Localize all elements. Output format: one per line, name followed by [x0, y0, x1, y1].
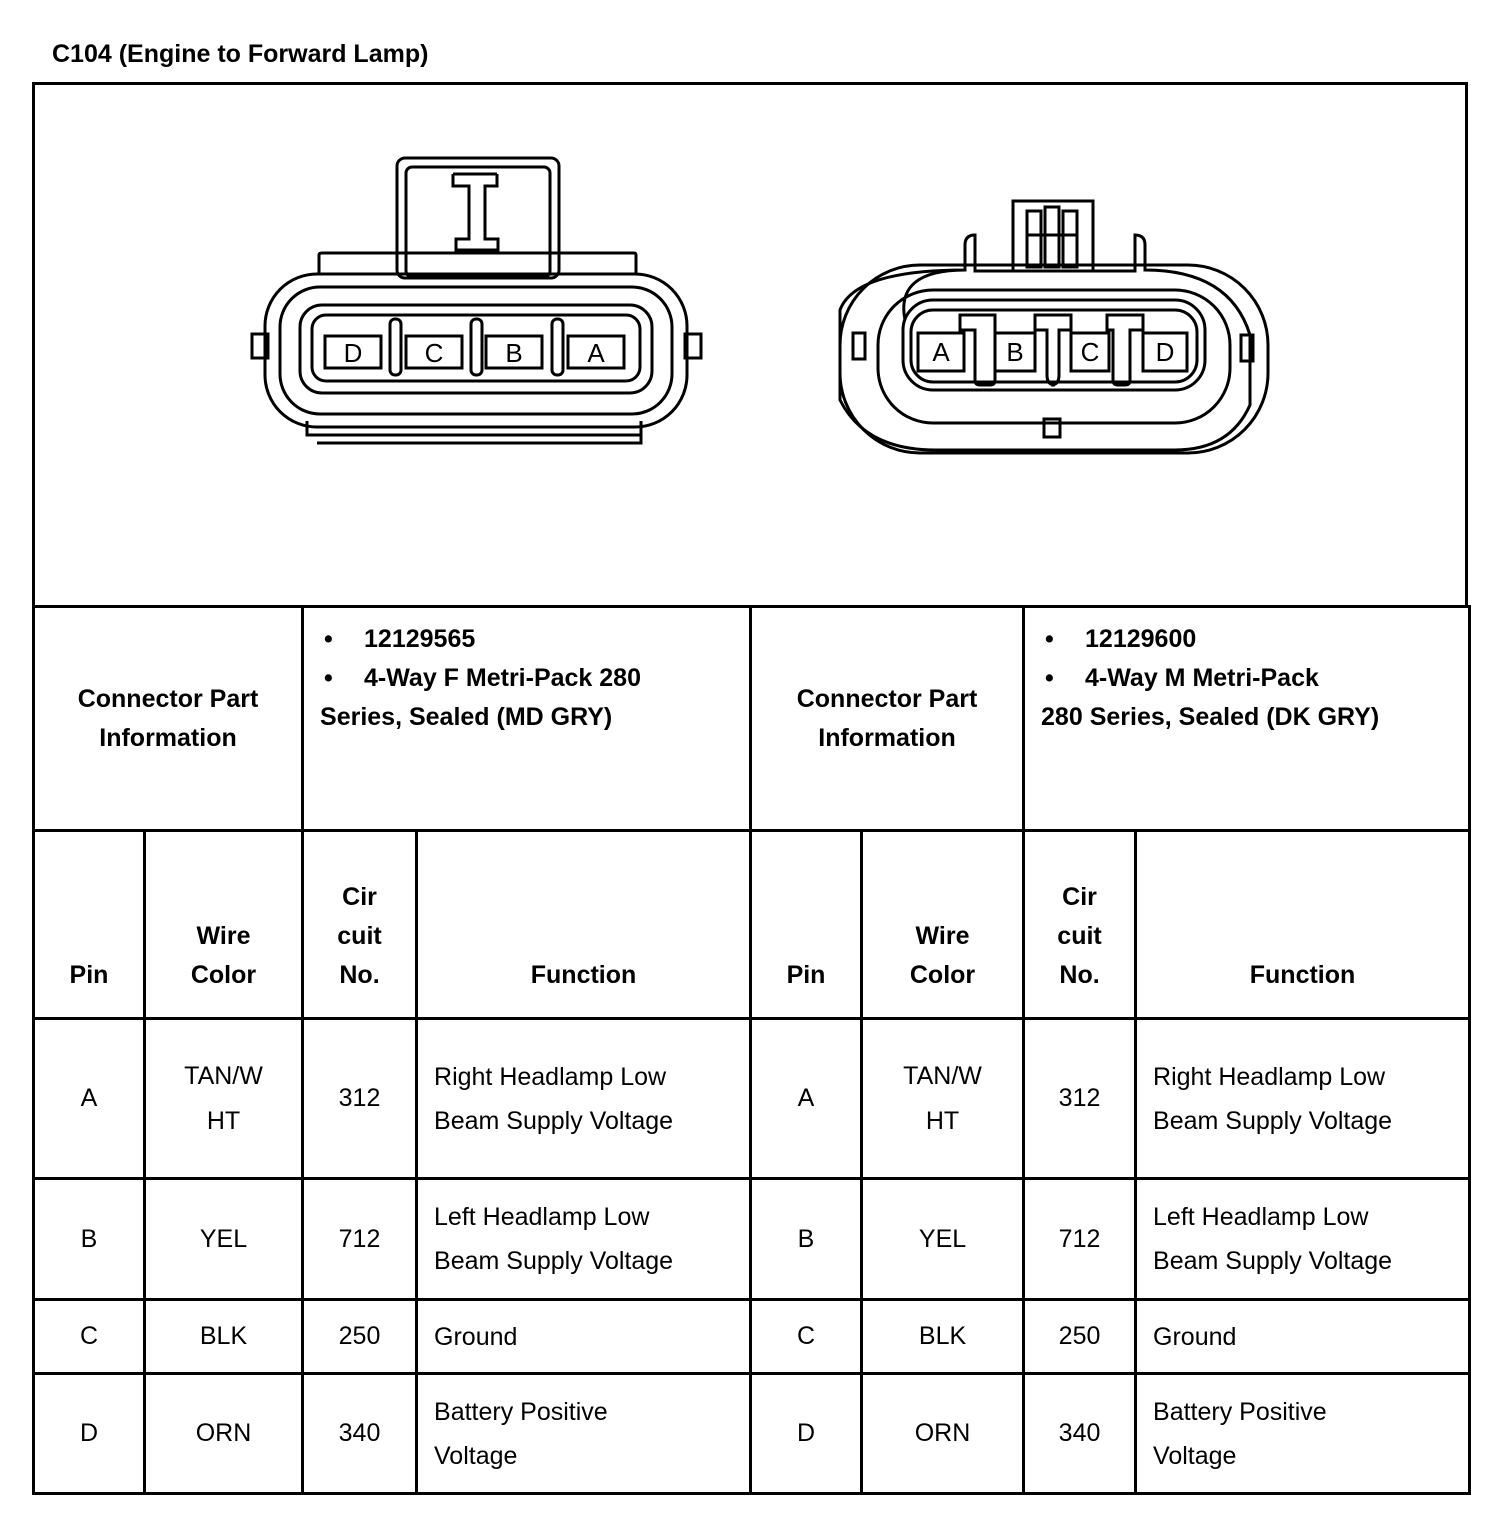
- wire-color-cell: BLK: [862, 1300, 1024, 1374]
- connector-diagram-panel: [32, 82, 1468, 605]
- header-pin: Pin: [34, 831, 145, 1019]
- part-info-label-right: Connector Part Information: [751, 607, 1024, 831]
- function-cell: Ground: [1136, 1300, 1470, 1374]
- part-info-row: [34, 607, 1470, 831]
- table-row: [34, 1374, 1470, 1494]
- pin-cell: D: [34, 1374, 145, 1494]
- part-desc-right-line2: 280 Series, Sealed (DK GRY): [1041, 703, 1380, 731]
- part-desc-left-line2: Series, Sealed (MD GRY): [320, 703, 613, 731]
- circuit-cell: 312: [303, 1019, 417, 1179]
- header-wire-color: Wire Color: [145, 831, 303, 1019]
- header-function: Function: [417, 831, 751, 1019]
- circuit-cell: 312: [1024, 1019, 1136, 1179]
- male-cavity-label: C: [1080, 337, 1100, 367]
- wire-color-cell: YEL: [145, 1179, 303, 1300]
- pin-cell: A: [34, 1019, 145, 1179]
- circuit-cell: 340: [1024, 1374, 1136, 1494]
- page-title: C104 (Engine to Forward Lamp): [52, 40, 429, 68]
- connector-drawings: [35, 85, 1471, 608]
- circuit-cell: 250: [1024, 1300, 1136, 1374]
- table-row: [34, 1019, 1470, 1179]
- header-function: Function: [1136, 831, 1470, 1019]
- pin-cell: A: [751, 1019, 862, 1179]
- wire-color-cell: YEL: [862, 1179, 1024, 1300]
- wire-color-cell: ORN: [145, 1374, 303, 1494]
- female-connector-drawing: [252, 158, 701, 443]
- female-cavity-label: D: [343, 338, 363, 368]
- bullet: •: [324, 625, 333, 653]
- male-cavity-label: B: [1006, 337, 1024, 367]
- circuit-cell: 712: [1024, 1179, 1136, 1300]
- wire-color-cell: ORN: [862, 1374, 1024, 1494]
- function-cell: Ground: [417, 1300, 751, 1374]
- pin-cell: B: [34, 1179, 145, 1300]
- part-number-right: 12129600: [1085, 625, 1197, 653]
- pinout-table: [32, 605, 1471, 1495]
- bullet: •: [1045, 664, 1054, 692]
- pin-cell: D: [751, 1374, 862, 1494]
- bullet: •: [324, 664, 333, 692]
- male-cavity-label: D: [1155, 337, 1175, 367]
- part-info-right: [1024, 607, 1470, 831]
- pin-cell: C: [751, 1300, 862, 1374]
- circuit-cell: 250: [303, 1300, 417, 1374]
- function-cell: Battery Positive Voltage: [1136, 1374, 1470, 1494]
- function-cell: Battery Positive Voltage: [417, 1374, 751, 1494]
- table-row: [34, 1179, 1470, 1300]
- header-pin: Pin: [751, 831, 862, 1019]
- function-cell: Left Headlamp Low Beam Supply Voltage: [1136, 1179, 1470, 1300]
- female-cavity-label: A: [587, 338, 605, 368]
- male-connector-drawing: [840, 201, 1268, 453]
- function-cell: Right Headlamp Low Beam Supply Voltage: [1136, 1019, 1470, 1179]
- part-desc-right-line1: 4-Way M Metri-Pack: [1085, 664, 1319, 692]
- circuit-cell: 340: [303, 1374, 417, 1494]
- pin-cell: C: [34, 1300, 145, 1374]
- male-cavity-label: A: [932, 337, 950, 367]
- part-number-left: 12129565: [364, 625, 476, 653]
- header-row: [34, 831, 1470, 1019]
- header-wire-color: Wire Color: [862, 831, 1024, 1019]
- function-cell: Right Headlamp Low Beam Supply Voltage: [417, 1019, 751, 1179]
- bullet: •: [1045, 625, 1054, 653]
- wire-color-cell: BLK: [145, 1300, 303, 1374]
- female-cavity-label: B: [505, 338, 523, 368]
- pin-cell: B: [751, 1179, 862, 1300]
- table-row: [34, 1300, 1470, 1374]
- circuit-cell: 712: [303, 1179, 417, 1300]
- part-desc-left-line1: 4-Way F Metri-Pack 280: [364, 664, 641, 692]
- female-cavity-label: C: [424, 338, 444, 368]
- header-circuit: Cir cuit No.: [303, 831, 417, 1019]
- header-circuit: Cir cuit No.: [1024, 831, 1136, 1019]
- function-cell: Left Headlamp Low Beam Supply Voltage: [417, 1179, 751, 1300]
- part-info-left: [303, 607, 751, 831]
- wire-color-cell: TAN/W HT: [145, 1019, 303, 1179]
- wire-color-cell: TAN/W HT: [862, 1019, 1024, 1179]
- part-info-label-left: Connector Part Information: [34, 607, 303, 831]
